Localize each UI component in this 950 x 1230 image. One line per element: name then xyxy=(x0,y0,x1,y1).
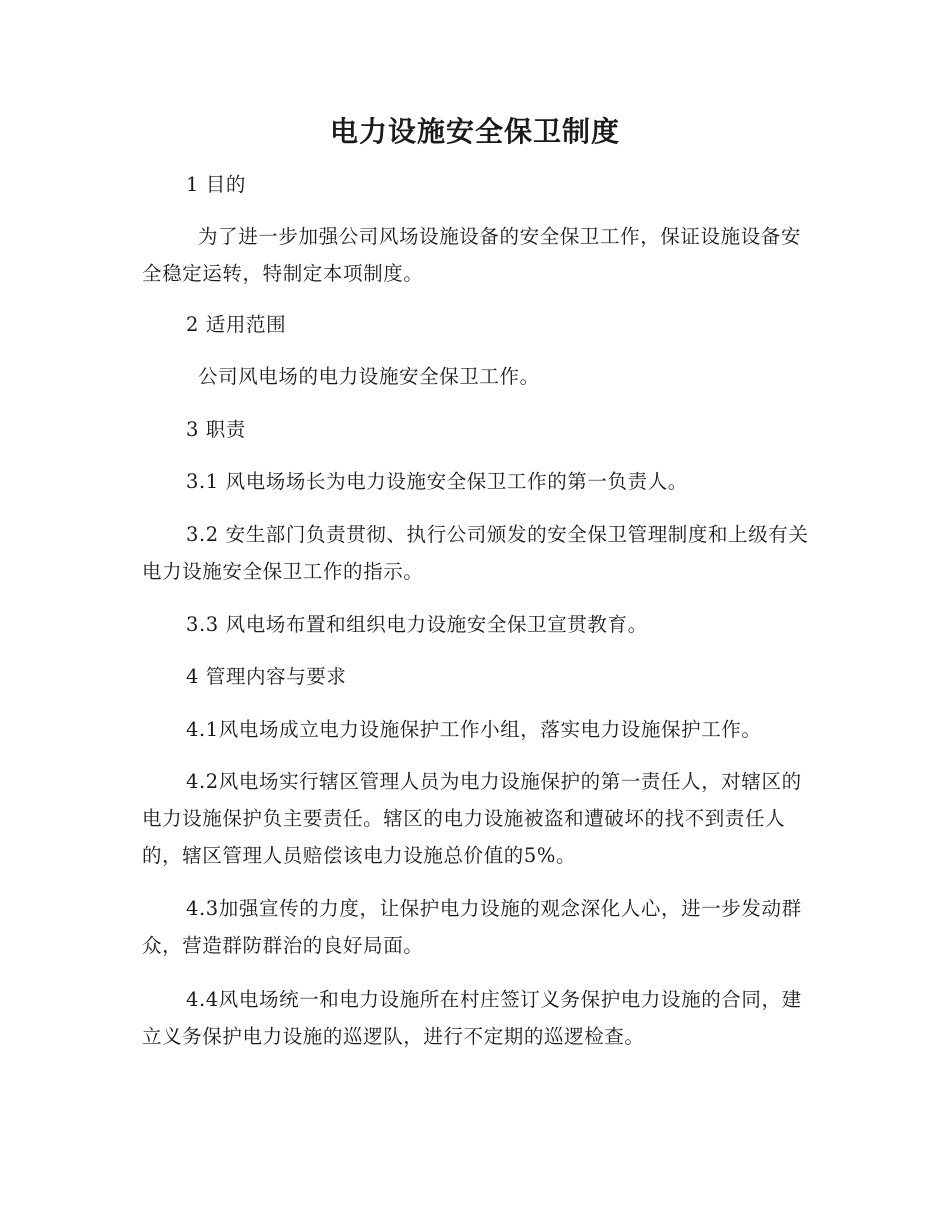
paragraph-4-3: 4.3加强宣传的力度，让保护电力设施的观念深化人心，进一步发动群众，营造群防群治的良好局面。 xyxy=(142,897,802,957)
paragraph-3-3: 3.3 风电场布置和组织电力设施安全保卫宣贯教育。 xyxy=(186,613,648,636)
document-title: 电力设施安全保卫制度 xyxy=(329,115,620,148)
paragraph-4-1: 4.1风电场成立电力设施保护工作小组，落实电力设施保护工作。 xyxy=(186,718,762,741)
section-heading-duties: 3 职责 xyxy=(186,418,247,441)
section-heading-scope: 2 适用范围 xyxy=(186,313,287,336)
paragraph-scope: 公司风电场的电力设施安全保卫工作。 xyxy=(198,365,540,388)
paragraph-4-2: 4.2风电场实行辖区管理人员为电力设施保护的第一责任人，对辖区的电力设施保护负主要责任。辖区的电力设施被盗和遭破坏的找不到责任人的，辖区管理人员赔偿该电力设施总价值的5%。 xyxy=(142,770,802,867)
paragraph-3-2: 3.2 安生部门负责贯彻、执行公司颁发的安全保卫管理制度和上级有关电力设施安全保卫工作的指示。 xyxy=(142,523,809,583)
paragraph-4-4: 4.4风电场统一和电力设施所在村庄签订义务保护电力设施的合同，建立义务保护电力设施的巡逻队，进行不定期的巡逻检查。 xyxy=(142,988,802,1048)
paragraph-purpose: 为了进一步加强公司风场设施设备的安全保卫工作，保证设施设备安全稳定运转，特制定本项制度。 xyxy=(142,225,802,285)
section-heading-purpose: 1 目的 xyxy=(186,173,247,196)
paragraph-3-1: 3.1 风电场场长为电力设施安全保卫工作的第一负责人。 xyxy=(186,470,688,493)
section-heading-management: 4 管理内容与要求 xyxy=(186,665,347,688)
